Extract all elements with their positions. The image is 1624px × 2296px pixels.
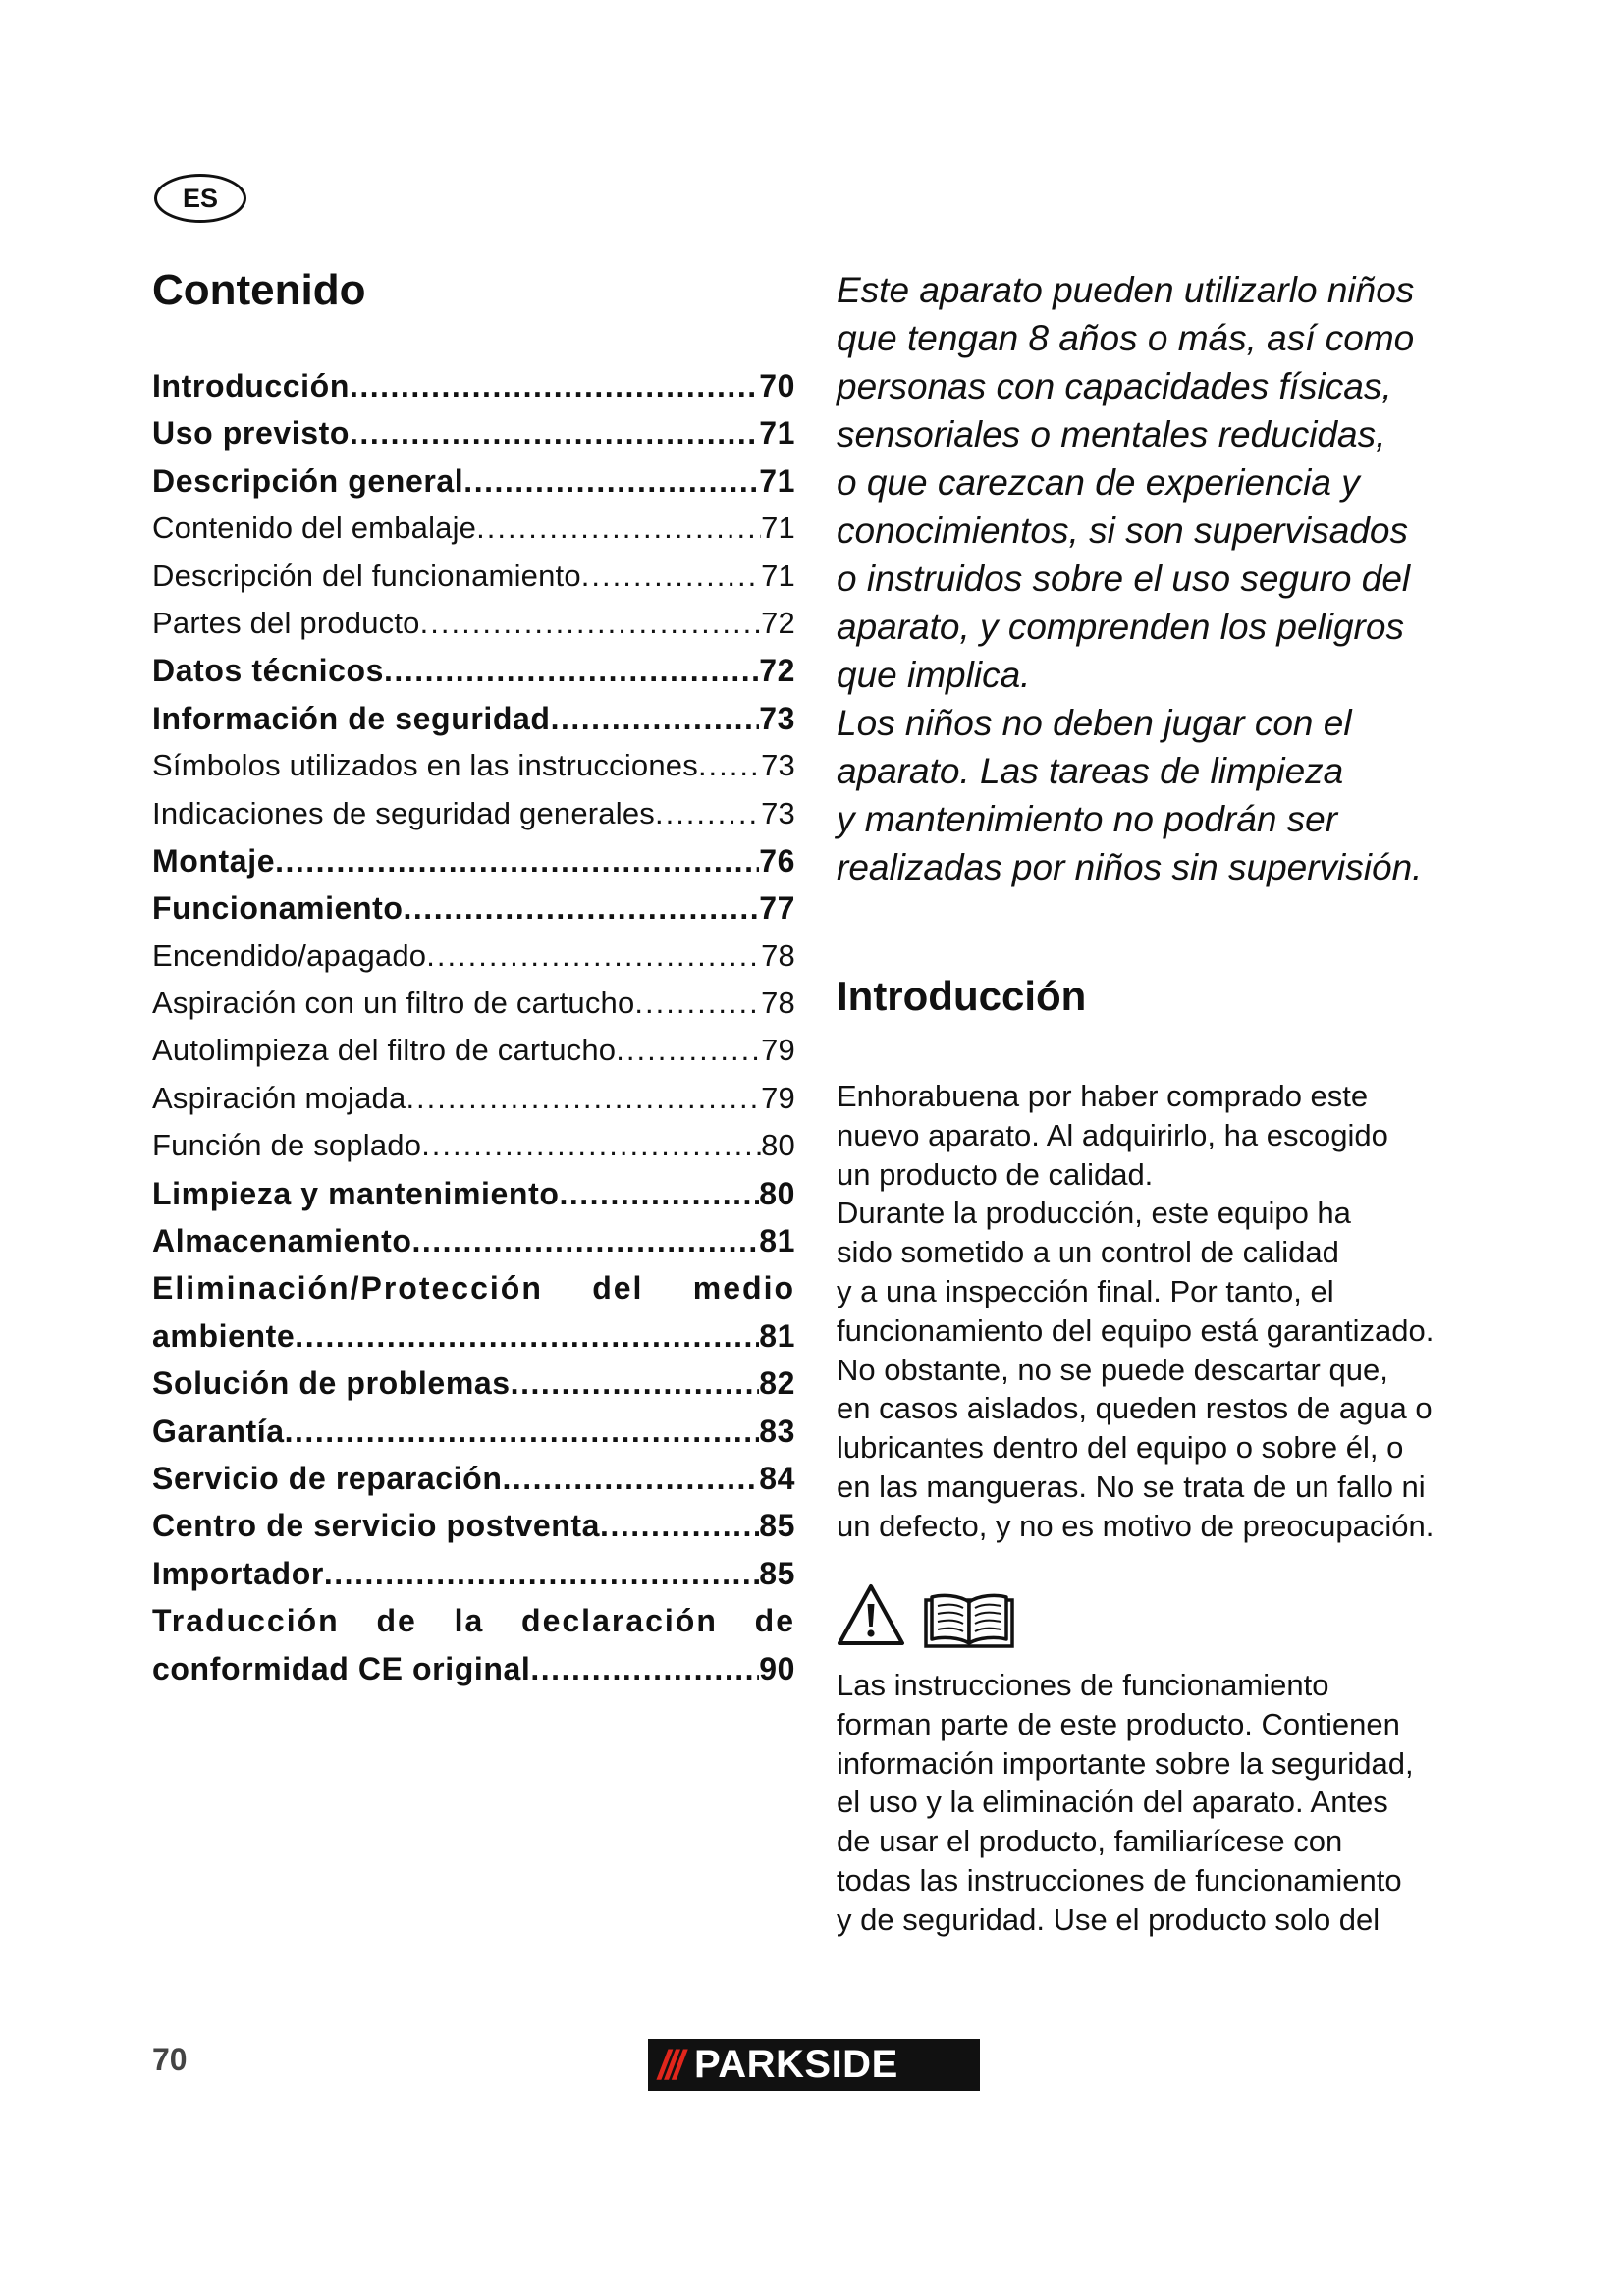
toc-entry-label: ambiente [152,1317,296,1354]
toc-entry-page: 76 [759,842,795,879]
toc-entry-label: Partes del producto [152,605,420,640]
toc-entry-page: 71 [759,462,795,499]
dot-leader [476,505,761,552]
paragraph-line: sido sometido a un control de calidad [837,1235,1339,1270]
safety-notice [837,266,1543,891]
toc-entry [152,1455,795,1502]
toc-entry [152,1360,795,1407]
toc-entry-label: Solución de problemas [152,1365,511,1402]
paragraph-line: información importante sobre la seguridad, [837,1745,1414,1781]
dot-leader [421,1122,761,1169]
safety-notice-line: realizadas por niños sin supervisión. [837,847,1423,887]
toc-entry [152,695,795,742]
dot-leader [530,1645,759,1692]
warning-triangle-icon [837,1582,905,1647]
toc-entry-page: 73 [759,700,795,736]
dot-leader [600,1502,759,1549]
toc-entry-page: 85 [759,1555,795,1591]
toc-entry-label: Uso previsto [152,415,351,452]
paragraph-line: nuevo aparato. Al adquirirlo, ha escogido [837,1117,1388,1152]
safety-notice-line: personas con capacidades físicas, [837,366,1392,406]
paragraph-line: en casos aislados, queden restos de agua o [837,1391,1433,1426]
toc-entry-page: 73 [761,748,795,783]
toc-entry [152,1170,795,1217]
dot-leader [275,837,759,884]
dot-leader [295,1312,759,1360]
safety-notice-line: Este aparato pueden utilizarlo niños [837,270,1415,310]
toc-subentry [152,553,795,600]
toc-subentry [152,1122,795,1169]
toc-entry-page: 72 [761,605,795,640]
dot-leader [511,1360,760,1407]
safety-notice-line: y mantenimiento no podrán ser [837,799,1338,839]
toc-entry [152,1645,795,1692]
toc-entry-label: Contenido del embalaje [152,510,477,546]
toc-entry-label: Servicio de reparación [152,1460,503,1496]
safety-notice-line: o instruidos sobre el uso seguro del [837,559,1411,599]
toc-entry-page: 90 [759,1650,795,1686]
instructions-paragraph [837,1666,1543,1940]
toc-entry [152,362,795,409]
toc-entry-label: Aspiración mojada [152,1080,406,1115]
safety-notice-line: aparato. Las tareas de limpieza [837,751,1344,791]
paragraph-line: No obstante, no se puede descartar que, [837,1352,1388,1387]
page-number: 70 [152,2042,188,2077]
toc-subentry [152,1027,795,1074]
toc-entry [152,1502,795,1549]
dot-leader [420,600,761,647]
read-manual-book-icon [923,1590,1015,1649]
toc-entry-page: 71 [761,510,795,546]
toc-entry-label: Descripción general [152,462,464,499]
safety-notice-line: que tengan 8 años o más, así como [837,318,1415,358]
paragraph-line: el uso y la eliminación del aparato. Antes [837,1785,1388,1820]
toc-entry-page: 71 [761,558,795,593]
toc-entry [152,647,795,694]
toc-entry-label: Funcionamiento [152,890,404,927]
toc-entry-label: Autolimpieza del filtro de cartucho [152,1033,617,1068]
dot-leader [502,1455,759,1502]
paragraph-line: y a una inspección final. Por tanto, el [837,1273,1334,1308]
toc-entry-page: 70 [759,368,795,403]
toc-entry [152,409,795,456]
toc-entry-page: 80 [761,1128,795,1163]
toc-entry-label-line1: Traducción de la declaración de [152,1603,795,1639]
paragraph-line: un producto de calidad. [837,1156,1154,1192]
toc-subentry [152,790,795,837]
safety-notice-line: Los niños no deben jugar con el [837,703,1352,743]
dot-leader [655,790,761,837]
toc-entry-page: 83 [759,1413,795,1449]
toc-entry-label: Montaje [152,842,276,879]
toc-subentry [152,980,795,1027]
toc-entry-label: Función de soplado [152,1128,422,1163]
dot-leader [559,1170,759,1217]
dot-leader [404,884,760,932]
safety-notice-line: conocimientos, si son supervisados [837,510,1409,551]
toc-entry [152,1217,795,1264]
logo-text: PARKSIDE [694,2043,898,2086]
toc-entry-page: 79 [761,1033,795,1068]
paragraph-line: un defecto, y no es motivo de preocupación. [837,1508,1435,1543]
dot-leader [616,1027,761,1074]
toc-entry [152,1408,795,1455]
toc-entry-label: Datos técnicos [152,653,385,689]
toc-entry [152,457,795,505]
parkside-logo [648,2039,980,2091]
toc-entry-page: 79 [761,1080,795,1115]
toc-entry-page: 85 [759,1508,795,1544]
section-title-introduction: Introducción [837,973,1087,1019]
dot-leader [285,1408,760,1455]
safety-notice-line: o que carezcan de experiencia y [837,462,1360,503]
toc-entry-page: 78 [761,986,795,1021]
toc-entry [152,884,795,932]
dot-leader [350,362,759,409]
toc-subentry [152,505,795,552]
toc-entry-page: 73 [761,795,795,830]
dot-leader [463,457,759,505]
toc-entry [152,1550,795,1597]
toc-entry-page: 81 [759,1223,795,1259]
toc-entry-label: Encendido/apagado [152,937,427,973]
toc-entry-label: Introducción [152,368,350,403]
dot-leader [634,980,761,1027]
safety-notice-line: sensoriales o mentales reducidas, [837,414,1386,454]
toc-subentry [152,1075,795,1122]
paragraph-line: de usar el producto, familiarícese con [837,1824,1343,1859]
toc-entry-label: Importador [152,1555,324,1591]
toc-entry-page: 77 [759,890,795,927]
dot-leader [698,742,761,789]
toc-title: Contenido [152,266,366,314]
toc-entry-page: 80 [759,1175,795,1211]
toc-subentry [152,933,795,980]
paragraph-line: y de seguridad. Use el producto solo del [837,1901,1380,1937]
toc-entry-label: conformidad CE original [152,1650,531,1686]
paragraph-line: todas las instrucciones de funcionamiento [837,1862,1402,1897]
toc-entry-page: 82 [759,1365,795,1402]
toc-entry-label: Descripción del funcionamiento [152,558,581,593]
toc-entry-label: Aspiración con un filtro de cartucho [152,986,635,1021]
safety-notice-line: que implica. [837,655,1031,695]
toc-entry-label: Limpieza y mantenimiento [152,1175,560,1211]
dot-leader [324,1550,759,1597]
toc-entry-first-line [152,1597,795,1644]
dot-leader [581,553,761,600]
introduction-paragraph [837,1077,1543,1546]
toc-entry-page: 71 [759,415,795,452]
toc-entry-page: 72 [759,653,795,689]
toc-entry-label: Símbolos utilizados en las instrucciones [152,748,698,783]
toc-entry-label: Información de seguridad [152,700,551,736]
toc-entry-label: Almacenamiento [152,1223,412,1259]
paragraph-line: en las mangueras. No se trata de un fallo ni [837,1468,1426,1504]
paragraph-line: forman parte de este producto. Contienen [837,1706,1400,1741]
dot-leader [411,1217,759,1264]
toc-entry-label: Indicaciones de seguridad generales [152,795,655,830]
toc-entry [152,837,795,884]
language-badge: ES [154,174,246,223]
toc-entry-first-line [152,1264,795,1311]
dot-leader [350,409,759,456]
table-of-contents [152,362,795,1692]
paragraph-line: Las instrucciones de funcionamiento [837,1668,1329,1702]
dot-leader [384,647,759,694]
logo-slashes: /// [658,2042,681,2088]
paragraph-line: Durante la producción, este equipo ha [837,1196,1351,1231]
toc-entry-page: 78 [761,937,795,973]
paragraph-line: lubricantes dentro del equipo o sobre él, o [837,1430,1404,1466]
dot-leader [426,933,761,980]
toc-entry-label-line1: Eliminación/Protección del medio [152,1270,795,1307]
toc-subentry [152,742,795,789]
dot-leader [406,1075,761,1122]
safety-notice-line: aparato, y comprenden los peligros [837,607,1404,647]
toc-subentry [152,600,795,647]
toc-entry [152,1312,795,1360]
dot-leader [551,695,760,742]
toc-entry-label: Centro de servicio postventa [152,1508,601,1544]
toc-entry-page: 84 [759,1460,795,1496]
paragraph-line: funcionamiento del equipo está garantizado. [837,1312,1435,1348]
toc-entry-label: Garantía [152,1413,285,1449]
toc-entry-page: 81 [759,1317,795,1354]
paragraph-line: Enhorabuena por haber comprado este [837,1079,1369,1113]
